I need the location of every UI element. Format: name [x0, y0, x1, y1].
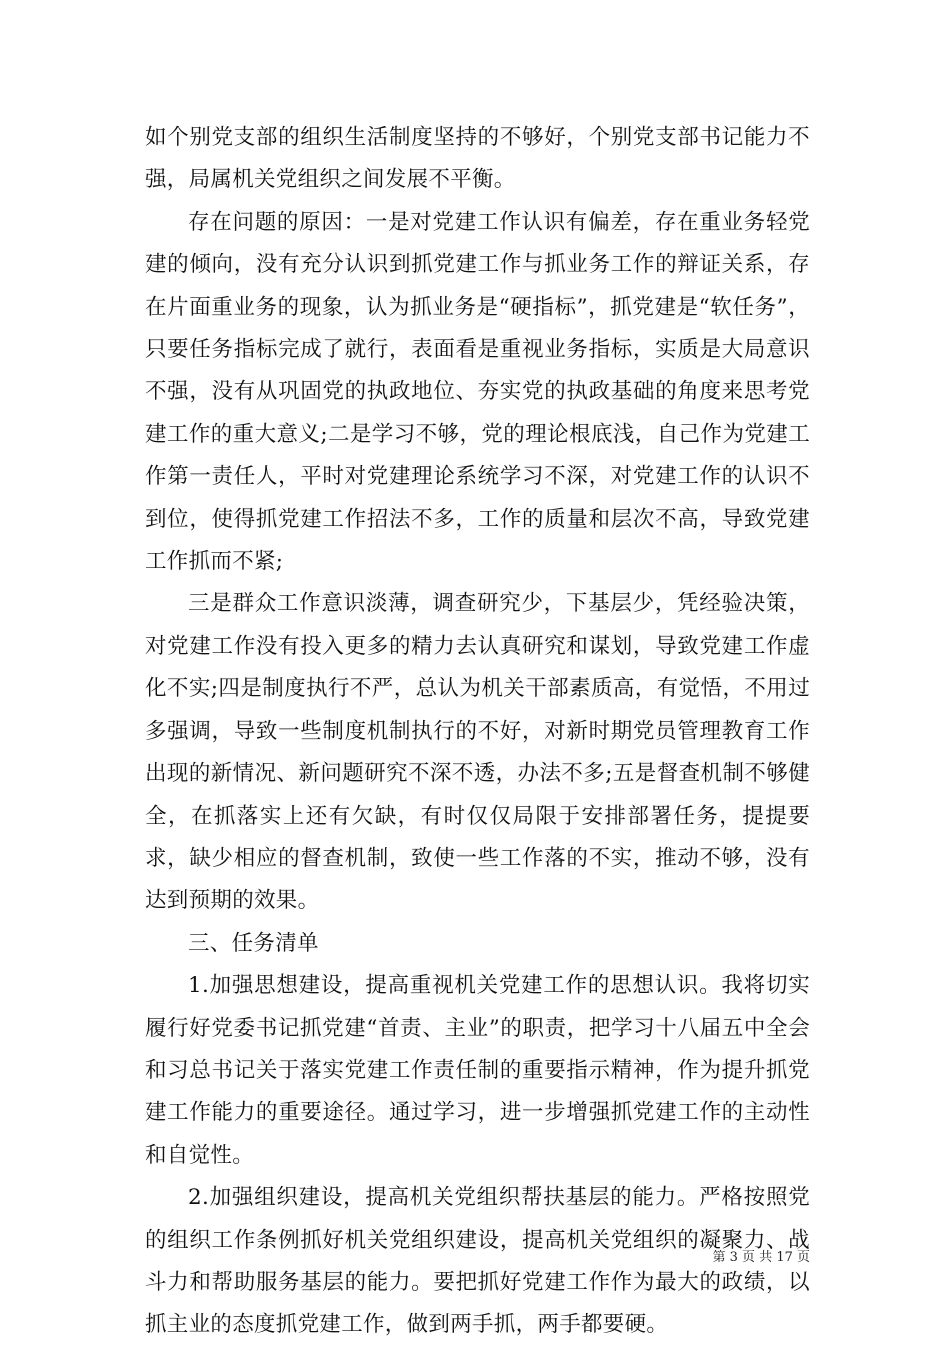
paragraph-task-2: 2.加强组织建设，提高机关党组织帮扶基层的能力。严格按照党的组织工作条例抓好机关党组织建设，提高机关党组织的凝聚力、战斗力和帮助服务基层的能力。要把抓好党建工作作为最大的政绩，以抓主业的态度抓党建工作，做到两手抓，两手都要硬。 [145, 1185, 810, 1338]
page-number-footer: 第 3 页 共 17 页 [712, 1250, 810, 1265]
section-heading-task-list: 三、任务清单 [188, 930, 319, 956]
document-body [145, 117, 810, 1347]
paragraph-task-1: 1.加强思想建设，提高重视机关党建工作的思想认识。我将切实履行好党委书记抓党建“首责、主业”的职责，把学习十八届五中全会和习总书记关于落实党建工作责任制的重要指示精神，作为提升抓党建工作能力的重要途径。通过学习，进一步增强抓党建工作的主动性和自觉性。 [145, 973, 810, 1168]
paragraph-1: 如个别党支部的组织生活制度坚持的不够好，个别党支部书记能力不强，局属机关党组织之间发展不平衡。 [145, 125, 810, 193]
paragraph-3: 三是群众工作意识淡薄，调查研究少，下基层少，凭经验决策，对党建工作没有投入更多的精力去认真研究和谋划，导致党建工作虚化不实;四是制度执行不严，总认为机关干部素质高，有觉悟，不用过多强调，导致一些制度机制执行的不好，对新时期党员管理教育工作出现的新情况、新问题研究不深不透，办法不多;五是督查机制不够健全，在抓落实上还有欠缺，有时仅仅局限于安排部署任务，提提要求，缺少相应的督查机制，致使一些工作落的不实，推动不够，没有达到预期的效果。 [145, 591, 810, 914]
paragraph-2: 存在问题的原因：一是对党建工作认识有偏差，存在重业务轻党建的倾向，没有充分认识到抓党建工作与抓业务工作的辩证关系，存在片面重业务的现象，认为抓业务是“硬指标”，抓党建是“软任务”，只要任务指标完成了就行，表面看是重视业务指标，实质是大局意识不强，没有从巩固党的执政地位、夯实党的执政基础的角度来思考党建工作的重大意义;二是学习不够，党的理论根底浅，自己作为党建工作第一责任人，平时对党建理论系统学习不深，对党建工作的认识不到位，使得抓党建工作招法不多，工作的质量和层次不高，导致党建工作抓而不紧; [145, 209, 810, 575]
